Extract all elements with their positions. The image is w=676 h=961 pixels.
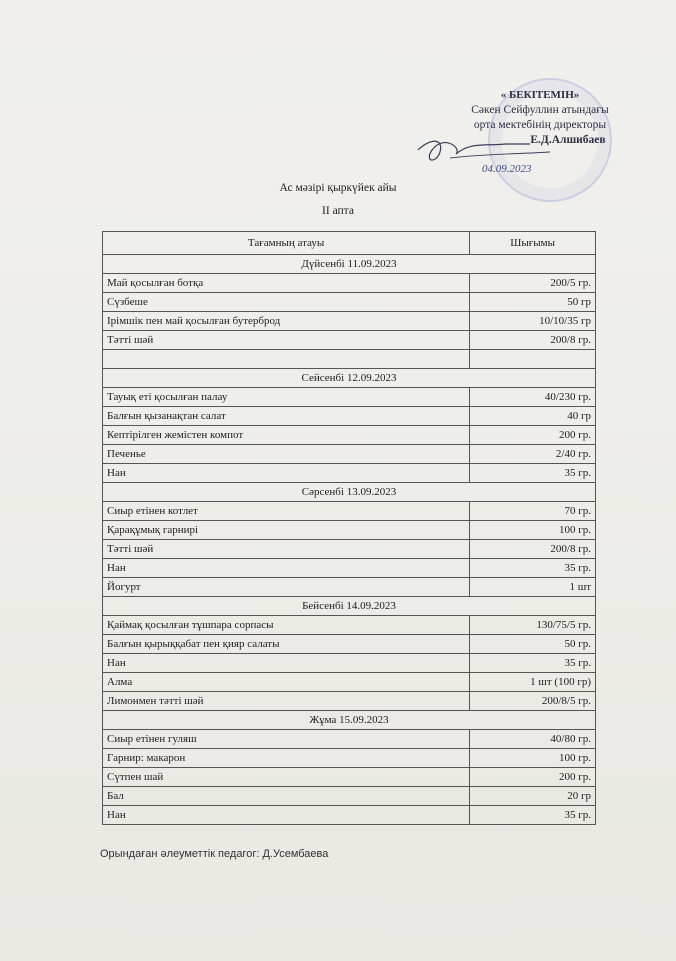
- dish-name: Тәтті шәй: [103, 540, 470, 559]
- day-row: [103, 597, 596, 616]
- dish-name: Тәтті шәй: [103, 331, 470, 350]
- dish-name: Гарнир: макарон: [103, 749, 470, 768]
- dish-quantity: 200 гр.: [470, 426, 596, 445]
- dish-quantity: 130/75/5 гр.: [470, 616, 596, 635]
- approval-title: « БЕКІТЕМІН»: [500, 89, 580, 101]
- table-row: [103, 521, 596, 540]
- day-row: [103, 369, 596, 388]
- dish-name: Сиыр етінен котлет: [103, 502, 470, 521]
- signature-mark: [410, 128, 570, 178]
- table-row: [103, 616, 596, 635]
- dish-name: Қарақұмық гарнирі: [103, 521, 470, 540]
- dish-quantity: 200/5 гр.: [470, 274, 596, 293]
- day-row: [103, 483, 596, 502]
- dish-name: [103, 350, 470, 369]
- day-heading: Жұма 15.09.2023: [103, 711, 596, 730]
- table-row: [103, 331, 596, 350]
- dish-quantity: 50 гр: [470, 293, 596, 312]
- dish-name: Лимонмен тәтті шәй: [103, 692, 470, 711]
- dish-quantity: 70 гр.: [470, 502, 596, 521]
- dish-quantity: 40 гр: [470, 407, 596, 426]
- table-row: [103, 749, 596, 768]
- dish-name: Нан: [103, 806, 470, 825]
- dish-quantity: 200/8 гр.: [470, 540, 596, 559]
- dish-name: Кептірілген жемістен компот: [103, 426, 470, 445]
- table-row: [103, 350, 596, 369]
- table-row: [103, 559, 596, 578]
- day-heading: Сейсенбі 12.09.2023: [103, 369, 596, 388]
- table-row: [103, 464, 596, 483]
- day-row: [103, 711, 596, 730]
- dish-name: Нан: [103, 559, 470, 578]
- dish-quantity: 35 гр.: [470, 806, 596, 825]
- table-row: [103, 293, 596, 312]
- dish-name: Сүзбеше: [103, 293, 470, 312]
- dish-name: Май қосылған ботқа: [103, 274, 470, 293]
- approval-school: Сәкен Сейфуллин атындағы: [471, 104, 609, 116]
- dish-quantity: 200/8/5 гр.: [470, 692, 596, 711]
- table-row: [103, 787, 596, 806]
- footer-signature: Орындаған әлеуметтік педагог: Д.Усембаева: [100, 848, 329, 860]
- table-row: [103, 673, 596, 692]
- document-subtitle: II апта: [322, 205, 354, 217]
- dish-name: Йогурт: [103, 578, 470, 597]
- table-row: [103, 502, 596, 521]
- dish-quantity: 35 гр.: [470, 559, 596, 578]
- table-row: [103, 274, 596, 293]
- table-row: [103, 654, 596, 673]
- table-row: [103, 730, 596, 749]
- dish-quantity: 40/230 гр.: [470, 388, 596, 407]
- dish-name: Тауық еті қосылған палау: [103, 388, 470, 407]
- dish-name: Балғын қызанақтан салат: [103, 407, 470, 426]
- dish-quantity: 10/10/35 гр: [470, 312, 596, 331]
- dish-quantity: 200 гр.: [470, 768, 596, 787]
- dish-name: Балғын қырыққабат пен қияр салаты: [103, 635, 470, 654]
- table-row: [103, 578, 596, 597]
- day-heading: Бейсенбі 14.09.2023: [103, 597, 596, 616]
- dish-name: Алма: [103, 673, 470, 692]
- menu-body: [103, 255, 596, 825]
- header-dish: Тағамның атауы: [103, 232, 470, 255]
- approval-date: 04.09.2023: [482, 163, 532, 175]
- dish-quantity: 35 гр.: [470, 464, 596, 483]
- dish-name: Нан: [103, 654, 470, 673]
- dish-quantity: 50 гр.: [470, 635, 596, 654]
- dish-name: Сиыр етінен гуляш: [103, 730, 470, 749]
- approval-director: Е.Д.Алшибаев: [530, 134, 606, 146]
- dish-quantity: 20 гр: [470, 787, 596, 806]
- table-row: [103, 388, 596, 407]
- dish-name: Бал: [103, 787, 470, 806]
- document-title: Ас мәзірі қыркүйек айы: [279, 182, 397, 194]
- day-heading: Дүйсенбі 11.09.2023: [103, 255, 596, 274]
- dish-quantity: [470, 350, 596, 369]
- day-heading: Сәрсенбі 13.09.2023: [103, 483, 596, 502]
- table-row: [103, 445, 596, 464]
- dish-quantity: 35 гр.: [470, 654, 596, 673]
- dish-name: Ірімшік пен май қосылған бутерброд: [103, 312, 470, 331]
- dish-name: Сүтпен шай: [103, 768, 470, 787]
- table-row: [103, 540, 596, 559]
- table-row: [103, 635, 596, 654]
- table-row: [103, 426, 596, 445]
- approval-position: орта мектебінің директоры: [473, 119, 607, 131]
- table-header-row: [103, 232, 596, 255]
- dish-quantity: 100 гр.: [470, 521, 596, 540]
- dish-name: Печенье: [103, 445, 470, 464]
- table-row: [103, 407, 596, 426]
- day-row: [103, 255, 596, 274]
- menu-table: [102, 231, 596, 825]
- dish-quantity: 2/40 гр.: [470, 445, 596, 464]
- dish-quantity: 1 шт: [470, 578, 596, 597]
- header-quantity: Шығымы: [470, 232, 596, 255]
- dish-quantity: 1 шт (100 гр): [470, 673, 596, 692]
- table-row: [103, 806, 596, 825]
- table-row: [103, 768, 596, 787]
- dish-name: Нан: [103, 464, 470, 483]
- dish-quantity: 40/80 гр.: [470, 730, 596, 749]
- dish-quantity: 100 гр.: [470, 749, 596, 768]
- table-row: [103, 312, 596, 331]
- dish-name: Қаймақ қосылған тұшпара сорпасы: [103, 616, 470, 635]
- dish-quantity: 200/8 гр.: [470, 331, 596, 350]
- table-row: [103, 692, 596, 711]
